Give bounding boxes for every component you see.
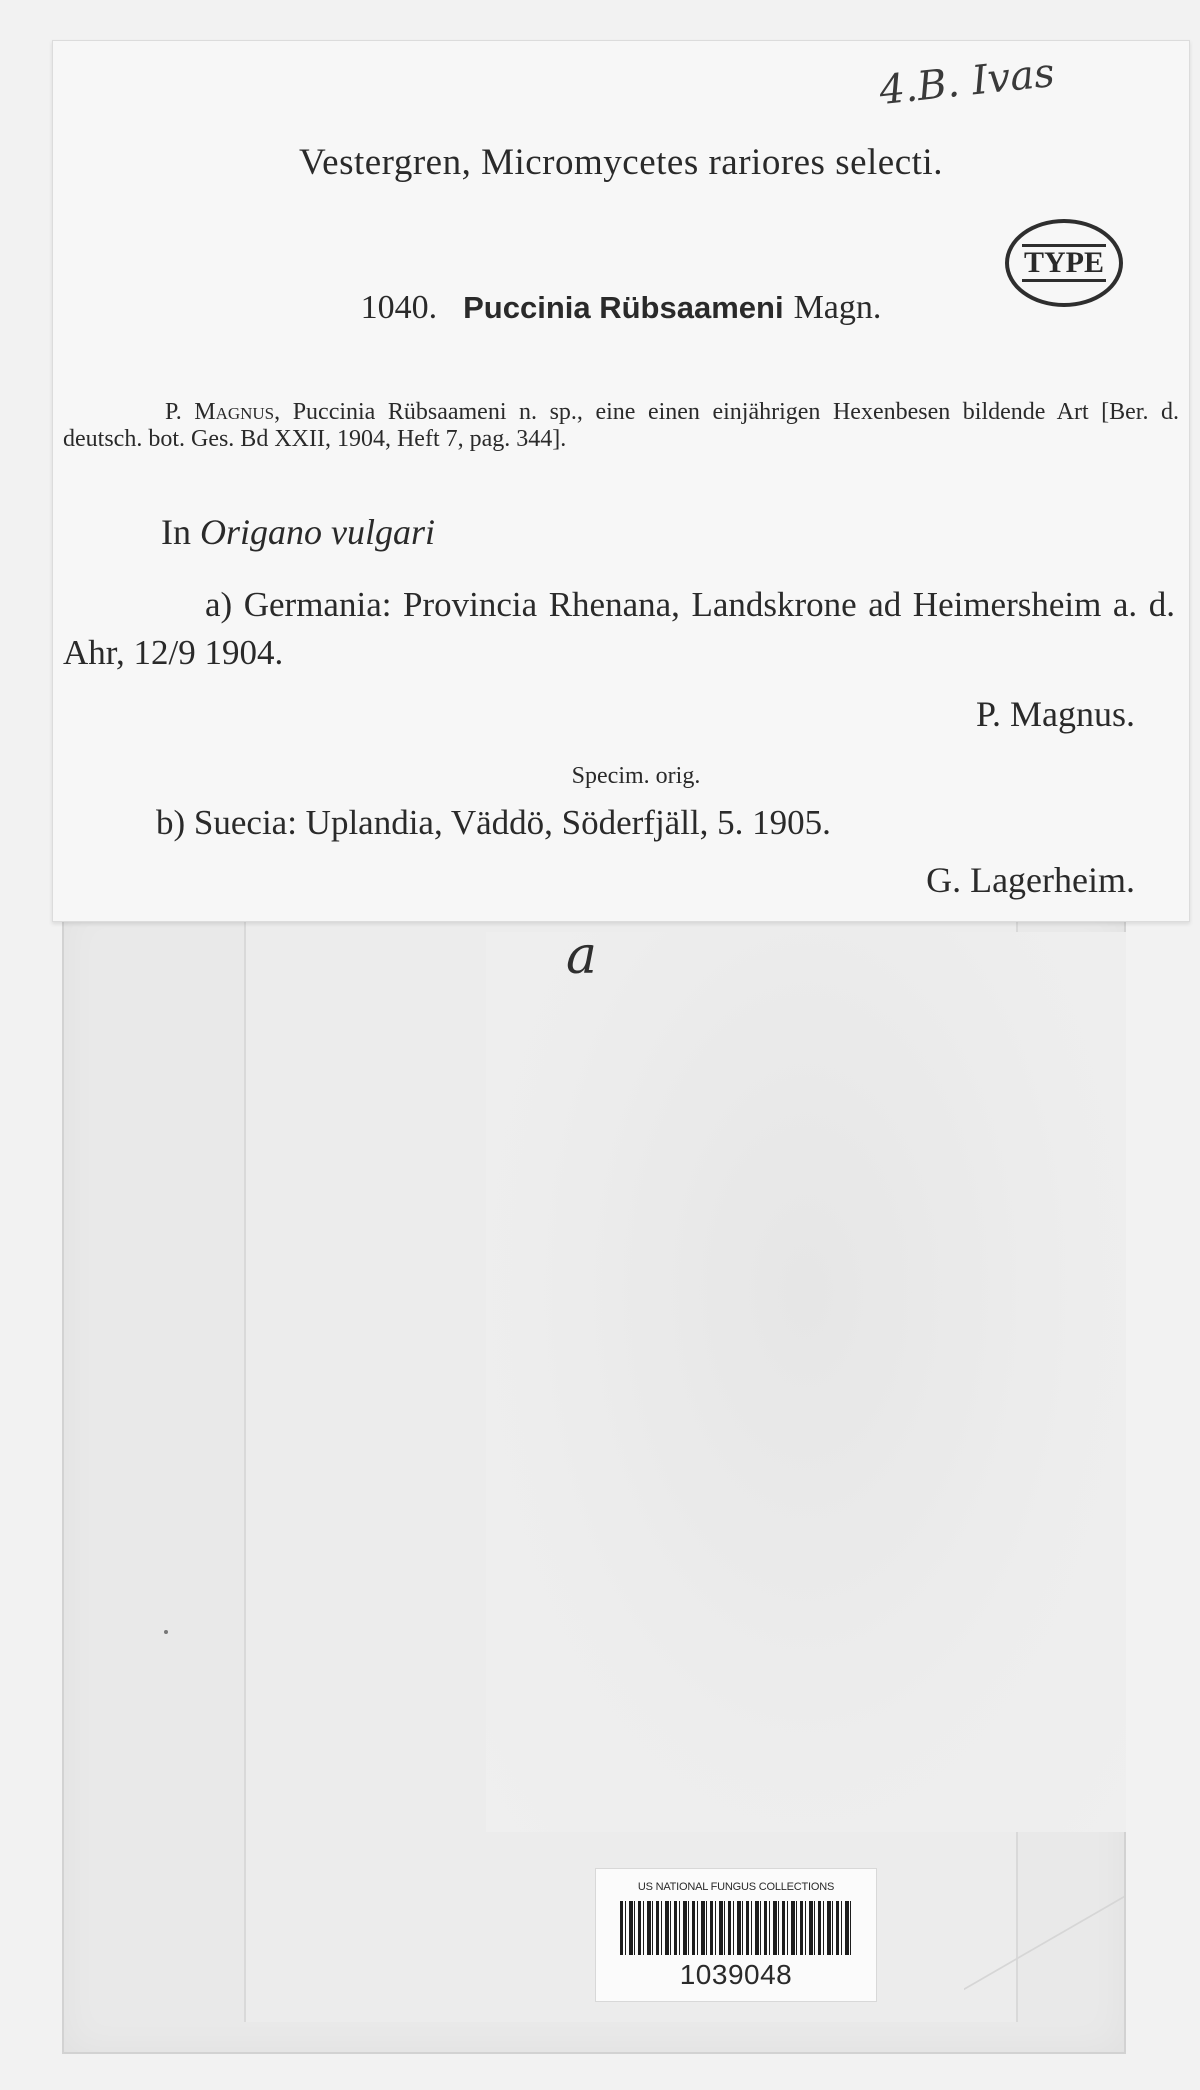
handwritten-letter: a [566,926,598,986]
specimen-note: Specim. orig. [571,763,701,789]
citation-text: Puccinia Rübsaameni n. sp., eine einen einjährigen Hexenbesen bildende Art [Ber. d. deutsch. bot. Ges. Bd XXII, 1904, Heft 7, pag. 344]. [63,399,1180,452]
literature-citation [63,399,1179,453]
specimen-envelope [62,900,1126,2054]
collector-b: G. Lagerheim. [926,860,1135,900]
speck [164,1630,168,1634]
handwritten-annotation: 4.B. Ivas [877,49,1057,115]
host-prefix: In [161,512,191,552]
host-name: Origano vulgari [200,512,436,552]
barcode-number: 1039048 [679,1959,793,1990]
exsiccata-number: 1040. [360,289,438,326]
series-title: Vestergren, Micromycetes rariores selecti. [299,142,943,183]
barcode-bars [620,1901,852,1955]
collector-a: P. Magnus. [975,694,1135,734]
barcode-label [595,1868,877,2002]
herbarium-label [52,40,1190,922]
species-name: Puccinia Rübsaameni [463,290,784,325]
locality-a [63,581,1175,677]
envelope-flap [244,902,1018,2022]
citation-author: P. Magnus, [165,399,281,425]
envelope-inner-panel [486,932,1126,1832]
barcode-institution: US NATIONAL FUNGUS COLLECTIONS [637,1881,835,1893]
species-authority: Magn. [793,289,882,326]
type-stamp-text: TYPE [1022,244,1106,282]
host-line [161,511,435,553]
species-line [53,289,1189,327]
locality-b: b) Suecia: Uplandia, Väddö, Söderfjäll, 5. 1905. [156,803,831,842]
locality-a-text: a) Germania: Provincia Rhenana, Landskrone ad Heimersheim a. d. Ahr, 12/9 1904. [63,585,1175,672]
